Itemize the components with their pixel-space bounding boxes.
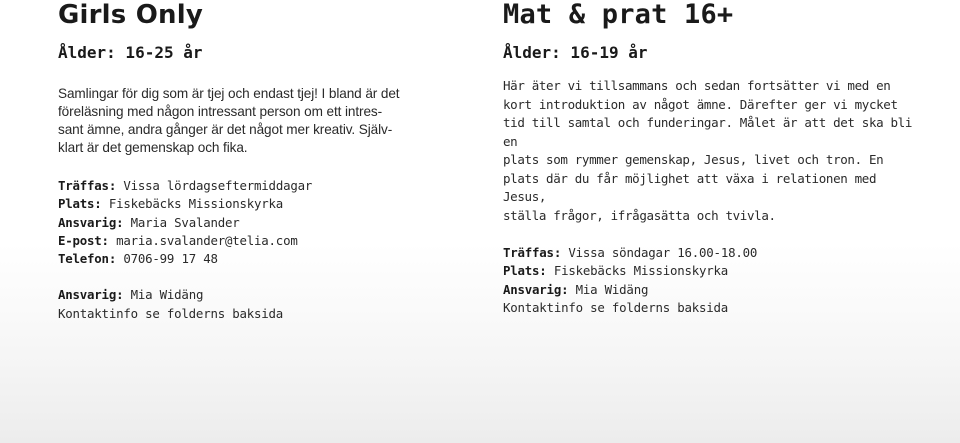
description-line: kort introduktion av något ämne. Därefter ger vi mycket — [503, 96, 898, 112]
detail-value: Fiskebäcks Missionskyrka — [108, 196, 284, 212]
detail-value: Vissa lördagseftermiddagar — [123, 178, 313, 193]
detail-label: Plats: — [58, 196, 102, 212]
description-line: sant ämne, andra gånger är det något mer kreativ. Själv- — [58, 122, 393, 137]
detail-label: E-post: — [58, 232, 109, 248]
contact-responsible — [58, 286, 476, 304]
detail-label: Träffas: — [503, 245, 562, 260]
detail-value: Maria Svalander — [130, 214, 240, 230]
detail-value: Mia Widäng — [130, 287, 204, 303]
detail-responsible — [503, 281, 923, 299]
detail-responsible — [58, 214, 476, 232]
description-line: tid till samtal och funderingar. Målet är att det ska bli en — [503, 115, 913, 149]
detail-label: Ansvarig: — [503, 281, 569, 297]
description-line: plats som rymmer gemenskap, Jesus, livet och tron. En — [503, 152, 884, 167]
description-line: Här äter vi tillsammans och sedan fortsätter vi med en — [503, 78, 891, 93]
detail-email — [58, 232, 476, 250]
detail-place — [503, 262, 923, 280]
section-description — [503, 77, 923, 225]
meeting-details — [503, 244, 923, 317]
detail-label: Ansvarig: — [58, 214, 124, 230]
meeting-details — [58, 177, 476, 268]
contact-note: Kontaktinfo se folderns baksida — [58, 305, 284, 321]
email-link[interactable]: maria.svalander@telia.com — [116, 232, 298, 248]
detail-meets — [503, 244, 923, 262]
phone-number: 0706-99 17 48 — [123, 251, 218, 267]
section-description — [58, 85, 476, 157]
detail-value: Mia Widäng — [575, 281, 649, 297]
detail-value: Vissa söndagar 16.00-18.00 — [568, 245, 758, 260]
age-range: Ålder: 16-25 år — [58, 43, 203, 62]
description-line: klart är det gemenskap och fika. — [58, 140, 248, 155]
section-title: Girls Only — [58, 0, 203, 30]
description-line: ställa frågor, ifrågasätta och tvivla. — [503, 207, 776, 223]
detail-label: Ansvarig: — [58, 287, 124, 303]
girls-only-section — [58, 0, 476, 323]
detail-meets — [58, 177, 476, 195]
contact-note: Kontaktinfo se folderns baksida — [503, 299, 729, 315]
description-line: föreläsning med någon intressant person om ett intres- — [58, 104, 383, 119]
detail-place — [58, 195, 476, 213]
contact-details — [58, 286, 476, 323]
detail-phone — [58, 250, 476, 268]
description-line: Samlingar för dig som är tjej och endast tjej! I bland är det — [58, 86, 400, 101]
detail-value: Fiskebäcks Missionskyrka — [553, 263, 729, 279]
detail-label: Träffas: — [58, 178, 117, 193]
detail-label: Plats: — [503, 263, 547, 279]
description-line: plats där du får möjlighet att växa i relationen med Jesus, — [503, 170, 877, 204]
section-title: Mat & prat 16+ — [503, 0, 734, 30]
detail-label: Telefon: — [58, 251, 117, 267]
mat-och-prat-section — [503, 0, 923, 317]
age-range: Ålder: 16-19 år — [503, 43, 648, 62]
